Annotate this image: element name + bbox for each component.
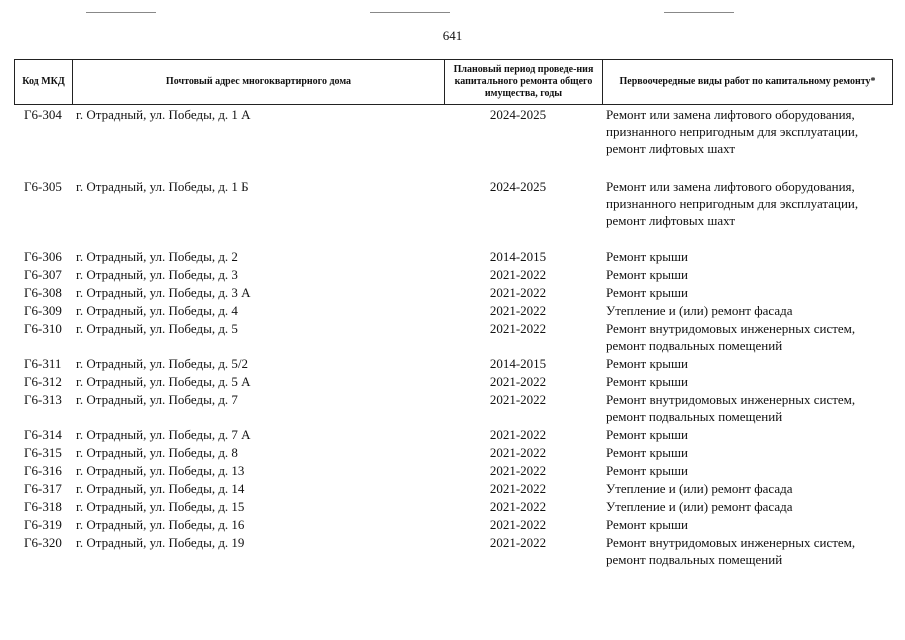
repair-period: 2014-2015 (489, 249, 547, 264)
repair-works-line: Ремонт крыши (606, 356, 688, 371)
header-address: Почтовый адрес многоквартирного дома (73, 60, 445, 105)
repair-period: 2021-2022 (489, 321, 547, 336)
repair-works (606, 462, 896, 479)
mkd-code: Г6-317 (24, 481, 62, 496)
mkd-code: Г6-311 (24, 356, 62, 371)
repair-works-line: Ремонт крыши (606, 427, 688, 442)
header-code: Код МКД (15, 60, 73, 105)
postal-address: г. Отрадный, ул. Победы, д. 5 (76, 321, 238, 336)
repair-works-line: Ремонт крыши (606, 463, 688, 478)
postal-address: г. Отрадный, ул. Победы, д. 3 (76, 267, 238, 282)
mkd-code: Г6-314 (24, 427, 62, 442)
repair-works (606, 320, 896, 354)
postal-address: г. Отрадный, ул. Победы, д. 16 (76, 517, 245, 532)
repair-works-line: Ремонт внутридомовых инженерных систем, (606, 535, 856, 550)
repair-period: 2021-2022 (489, 267, 547, 282)
mkd-code: Г6-316 (24, 463, 62, 478)
repair-period: 2021-2022 (489, 374, 547, 389)
postal-address: г. Отрадный, ул. Победы, д. 7 (76, 392, 238, 407)
repair-works (606, 391, 896, 425)
repair-works-line: признанного непригодным для эксплуатации, (606, 196, 859, 211)
repair-works (606, 373, 896, 390)
mkd-code: Г6-309 (24, 303, 62, 318)
repair-works (606, 480, 896, 497)
repair-period: 2021-2022 (489, 481, 547, 496)
repair-works-line: Ремонт крыши (606, 267, 688, 282)
repair-works-line: Ремонт крыши (606, 445, 688, 460)
mkd-code: Г6-305 (24, 179, 62, 194)
postal-address: г. Отрадный, ул. Победы, д. 4 (76, 303, 238, 318)
repair-period: 2021-2022 (489, 427, 547, 442)
repair-works (606, 302, 896, 319)
mkd-code: Г6-315 (24, 445, 62, 460)
repair-works-line: Ремонт крыши (606, 517, 688, 532)
postal-address: г. Отрадный, ул. Победы, д. 1 Б (76, 179, 249, 194)
mkd-code: Г6-312 (24, 374, 62, 389)
postal-address: г. Отрадный, ул. Победы, д. 1 А (76, 107, 251, 122)
postal-address: г. Отрадный, ул. Победы, д. 8 (76, 445, 238, 460)
postal-address: г. Отрадный, ул. Победы, д. 19 (76, 535, 245, 550)
header-period: Плановый период проведе-ния капитального ремонта общего имущества, годы (445, 60, 603, 105)
postal-address: г. Отрадный, ул. Победы, д. 5 А (76, 374, 251, 389)
mkd-code: Г6-304 (24, 107, 62, 122)
mkd-code: Г6-307 (24, 267, 62, 282)
repair-works (606, 498, 896, 515)
postal-address: г. Отрадный, ул. Победы, д. 3 А (76, 285, 251, 300)
repair-works-line: признанного непригодным для эксплуатации, (606, 124, 859, 139)
repair-period: 2021-2022 (489, 445, 547, 460)
repair-period: 2021-2022 (489, 392, 547, 407)
repair-works (606, 248, 896, 265)
postal-address: г. Отрадный, ул. Победы, д. 2 (76, 249, 238, 264)
repair-works-line: Ремонт или замена лифтового оборудования, (606, 107, 855, 122)
repair-works (606, 106, 896, 157)
repair-works (606, 534, 896, 568)
repair-works-line: Ремонт внутридомовых инженерных систем, (606, 321, 856, 336)
postal-address: г. Отрадный, ул. Победы, д. 14 (76, 481, 245, 496)
mkd-code: Г6-310 (24, 321, 62, 336)
mkd-code: Г6-319 (24, 517, 62, 532)
repair-works (606, 355, 896, 372)
repair-works-line: Ремонт внутридомовых инженерных систем, (606, 392, 856, 407)
repair-period: 2024-2025 (489, 107, 547, 122)
header-works: Первоочередные виды работ по капитальному ремонту* (603, 60, 893, 105)
mkd-code: Г6-306 (24, 249, 62, 264)
repair-period: 2021-2022 (489, 535, 547, 550)
top-rule (86, 12, 156, 13)
repair-works-line: ремонт лифтовых шахт (606, 141, 736, 156)
repair-period: 2021-2022 (489, 499, 547, 514)
repair-works-line: Утепление и (или) ремонт фасада (606, 481, 793, 496)
mkd-code: Г6-320 (24, 535, 62, 550)
repair-works (606, 284, 896, 301)
page-number: 641 (442, 28, 463, 43)
repair-works-line: Ремонт крыши (606, 374, 688, 389)
repair-period: 2021-2022 (489, 517, 547, 532)
repair-works-line: ремонт подвальных помещений (606, 409, 783, 424)
repair-period: 2024-2025 (489, 179, 547, 194)
repair-works (606, 444, 896, 461)
repair-works-line: Ремонт крыши (606, 285, 688, 300)
repair-works-line: Ремонт или замена лифтового оборудования, (606, 179, 855, 194)
repair-works (606, 516, 896, 533)
top-rule (664, 12, 734, 13)
postal-address: г. Отрадный, ул. Победы, д. 15 (76, 499, 245, 514)
repair-works-line: Ремонт крыши (606, 249, 688, 264)
repair-works-line: ремонт лифтовых шахт (606, 213, 736, 228)
postal-address: г. Отрадный, ул. Победы, д. 5/2 (76, 356, 249, 371)
repair-period: 2021-2022 (489, 285, 547, 300)
top-rule (370, 12, 450, 13)
repair-period: 2014-2015 (489, 356, 547, 371)
repair-works (606, 426, 896, 443)
repair-period: 2021-2022 (489, 463, 547, 478)
mkd-code: Г6-313 (24, 392, 62, 407)
mkd-code: Г6-308 (24, 285, 62, 300)
repair-works-line: ремонт подвальных помещений (606, 338, 783, 353)
repair-works-line: ремонт подвальных помещений (606, 552, 783, 567)
postal-address: г. Отрадный, ул. Победы, д. 7 А (76, 427, 251, 442)
mkd-code: Г6-318 (24, 499, 62, 514)
table-header (14, 59, 893, 105)
repair-works (606, 266, 896, 283)
repair-works (606, 178, 896, 229)
repair-period: 2021-2022 (489, 303, 547, 318)
postal-address: г. Отрадный, ул. Победы, д. 13 (76, 463, 245, 478)
repair-works-line: Утепление и (или) ремонт фасада (606, 303, 793, 318)
repair-works-line: Утепление и (или) ремонт фасада (606, 499, 793, 514)
